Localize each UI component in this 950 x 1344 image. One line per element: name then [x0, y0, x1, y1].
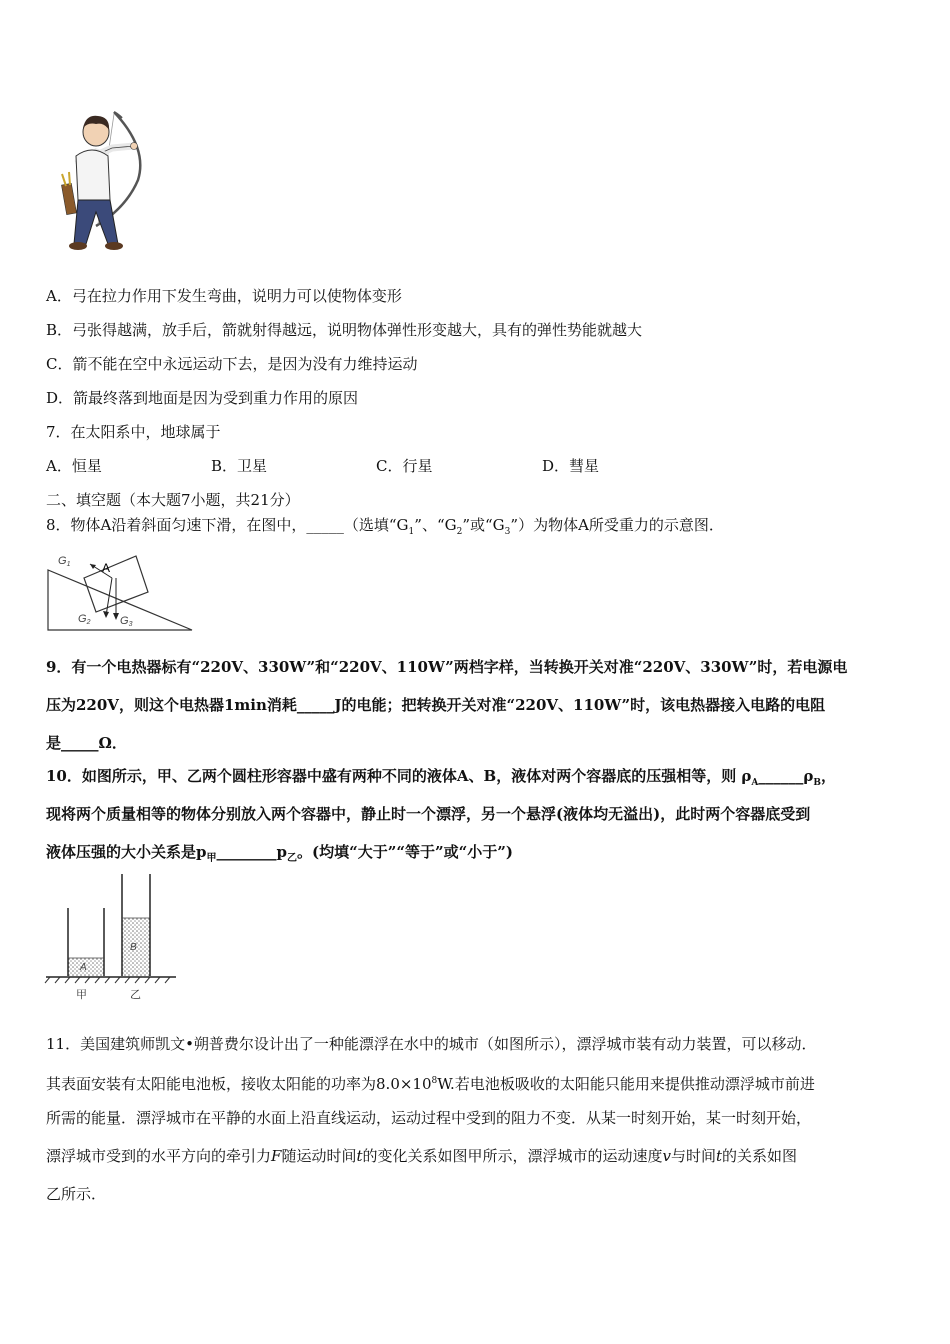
fig-label-g2: G — [78, 613, 87, 625]
q10-line3: 液体压强的大小关系是$p_甲\_\_\_\_\_\_\_\_p_乙$。(均填“大于”“等于”或“小于”) — [46, 843, 513, 864]
q11-line5: 乙所示． — [46, 1185, 107, 1203]
fig-label-liquid-b: B — [130, 942, 137, 953]
q9-line2: 压为220V，则这个电热器1min消耗_____J的电能；把转换开关对准“220V、110W”时，该电热器接入电路的电阻 — [46, 696, 826, 714]
q6-option-a: A．弓在拉力作用下发生弯曲，说明力可以使物体变形 — [46, 287, 402, 305]
q7-option-c: C．行星 — [376, 457, 433, 475]
fig-label-g3: G — [120, 615, 129, 627]
fig-label-g1: G — [58, 555, 67, 567]
q11-line1: 11．美国建筑师凯文•朔普费尔设计出了一种能漂浮在水中的城市（如图所示），漂浮城市装有动力装置，可以移动． — [46, 1035, 817, 1053]
q6-option-c: C．箭不能在空中永远运动下去，是因为没有力维持运动 — [46, 355, 418, 373]
q11-line3: 所需的能量．漂浮城市在平静的水面上沿直线运动，运动过程中受到的阻力不变．从某一时刻开始，某一时刻开始， — [46, 1109, 812, 1127]
containers-figure — [44, 870, 179, 1005]
q7-option-b: B．卫星 — [211, 457, 268, 475]
q7-option-d: D．彗星 — [542, 457, 600, 475]
q10-line1: 10．如图所示，甲、乙两个圆柱形容器中盛有两种不同的液体A、B，液体对两个容器底的压强相等，则 $\rho_A\_\_\_\_\_\_\rho_B$， — [46, 767, 836, 788]
q8-stem: 8．物体A沿着斜面匀速下滑，在图中，_____（选填“$G_1$”、“$G_2$”或“$G_3$”）为物体A所受重力的示意图． — [46, 516, 724, 537]
fig-label-a: A — [102, 561, 111, 575]
q6-option-d: D．箭最终落到地面是因为受到重力作用的原因 — [46, 389, 359, 407]
q11-line2: 其表面安装有太阳能电池板，接收太阳能的功率为$8.0\times 10^8W$.若电池板吸收的太阳能只能用来提供推动漂浮城市前进 — [46, 1075, 815, 1093]
q11-line4: 漂浮城市受到的水平方向的牵引力F随运动时间t的变化关系如图甲所示，漂浮城市的运动速度v与时间t的关系如图 — [46, 1147, 798, 1165]
section-title: 二、填空题（本大题7小题，共21分） — [46, 491, 300, 509]
q6-option-b: B．弓张得越满，放手后，箭就射得越远，说明物体弹性形变越大，具有的弹性势能就越大 — [46, 321, 643, 339]
svg-text:G2: G2 — [78, 613, 91, 626]
q7-option-a: A．恒星 — [46, 457, 102, 475]
fig-label-liquid-a: A — [80, 962, 87, 973]
q10-line2: 现将两个质量相等的物体分别放入两个容器中，静止时一个漂浮，另一个悬浮(液体均无溢出)，此时两个容器底受到 — [46, 805, 811, 823]
svg-text:G3: G3 — [120, 615, 133, 628]
q7-stem: 7．在太阳系中，地球属于 — [46, 423, 221, 441]
fig-label-yi: 乙 — [130, 988, 141, 1001]
fig-label-jia: 甲 — [76, 988, 87, 1001]
q9-line1: 9．有一个电热器标有“220V、330W”和“220V、110W”两档字样，当转换开关对准“220V、330W”时，若电源电 — [46, 658, 848, 676]
incline-figure — [44, 548, 199, 634]
q7-options — [46, 456, 746, 476]
q9-line3: 是_____Ω． — [46, 734, 127, 752]
svg-text:G1: G1 — [58, 555, 71, 568]
archer-illustration — [52, 108, 147, 253]
